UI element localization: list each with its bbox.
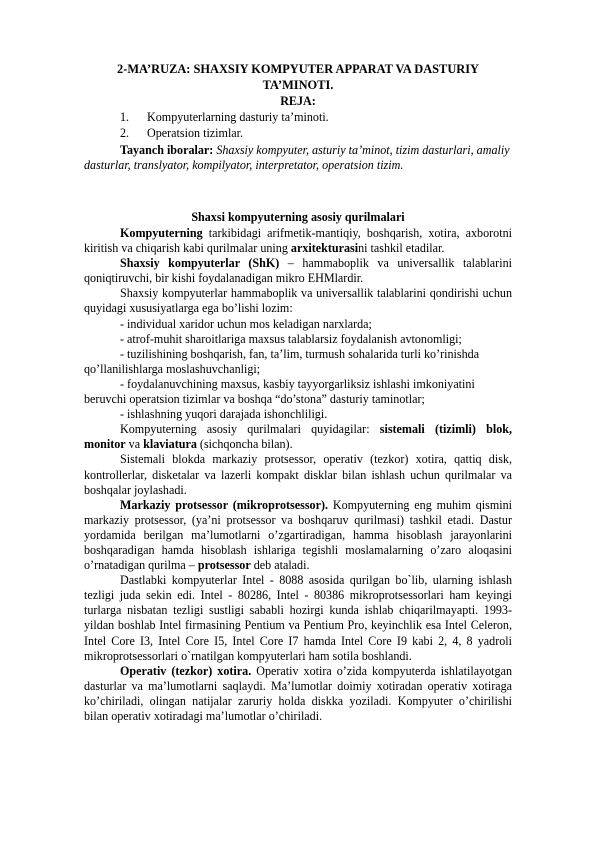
keywords-text: Shaxsiy kompyuter, asturiy ta’minot, tizim dasturlari, amaliy dasturlar, translyator, kompilyator, interpretator, operatsion tizim. bbox=[84, 143, 510, 173]
list-item: - tuzilishining boshqarish, fan, ta’lim, turmush sohalarida turli ko’rinishda qo’llanilishlarga moslashuvchanligi; bbox=[84, 346, 480, 376]
plan-heading: REJA: bbox=[280, 94, 316, 108]
page-title: 2-MA’RUZA: SHAXSIY KOMPYUTER APPARAT VA DASTURIY TA’MINOTI. bbox=[117, 62, 479, 92]
plan-item bbox=[120, 126, 243, 141]
paragraph: Shaxsiy kompyuterlar hammaboplik va universallik talablarini qondirishi uchun quyidagi xususiyatlarga ega bo’lishi lozim: bbox=[84, 286, 512, 316]
paragraph: Kompyuterning tarkibidagi arifmetik-mantiqiy, boshqarish, xotira, axborotni kiritish va chiqarish kabi qurilmalar uning arxitekturasini tashkil etadilar. bbox=[84, 226, 512, 256]
paragraph: Operativ (tezkor) xotira. Operativ xotira o’zida kompyuterda ishlatilayotgan dasturlar va ma’lumotlarni saqlaydi. Ma’lumotlar doimiy xotiradan operativ xotiraga ko’chiriladi, olingan natijalar zaruriy holda diskka yoziladi. Kompyuter o’chirilishi bilan operativ xotiradagi ma’lumotlar o’chiriladi. bbox=[84, 663, 512, 723]
list-item: - individual xaridor uchun mos keladigan narxlarda; bbox=[120, 316, 372, 331]
section-heading: Shaxsi kompyuterning asosiy qurilmalari bbox=[191, 210, 405, 224]
plan-item-number: 1. bbox=[120, 110, 130, 124]
plan-item-number: 2. bbox=[120, 126, 130, 140]
section-body bbox=[84, 226, 512, 724]
paragraph: Sistemali blokda markaziy protsessor, operativ (tezkor) xotira, qattiq disk, kontrollerlar, disketalar va lazerli kompakt disklar bilan ishlash uchun qurilmalar va boshqalar joylashadi. bbox=[84, 452, 512, 497]
paragraph: Shaxsiy kompyuterlar (ShK) – hammaboplik va universallik talablarini qoniqtiruvchi, bir kishi foydalanadigan mikro EHMlardir. bbox=[84, 256, 512, 286]
list-item: - foydalanuvchining maxsus, kasbiy tayyorgarliksiz ishlashi imkoniyatini beruvchi operatsion tizimlar va boshqa “do’stona” dasturiy taminotlar; bbox=[84, 376, 475, 407]
keywords-block bbox=[84, 143, 512, 173]
paragraph: Dastlabki kompyuterlar Intel - 8088 asosida qurilgan bo`lib, ularning ishlash tezligi juda sekin edi. Intel - 80286, Intel - 80386 mikroprotsessorlari ham keyingi turlarga nisbatan tezligi sustligi sababli hozirgi kunda ishlab chiqarilmayapti. 1993-yildan boshlab Intel firmasining Pentium va Pentium Pro, keyinchlik esa Intel Celeron, Intel Core I3, Intel Core I5, Intel Core I7 hamda Intel Core I9 kabi 2, 4, 8 yadroli mikroprotsessorlari o`rnatilgan kompyuterlari ham sotila boshlandi. bbox=[84, 573, 512, 663]
list-item: - atrof-muhit sharoitlariga maxsus talablarsiz foydalanish avtonomligi; bbox=[120, 331, 462, 346]
paragraph: Kompyuterning asosiy qurilmalari quyidagilar: sistemali (tizimli) blok, monitor va klaviatura (sichqoncha bilan). bbox=[84, 422, 512, 452]
plan-item-text: Operatsion tizimlar. bbox=[147, 126, 244, 140]
keywords-label: Tayanch iboralar: bbox=[120, 143, 214, 157]
plan-item-text: Kompyuterlarning dasturiy ta’minoti. bbox=[147, 110, 329, 124]
plan-item bbox=[120, 110, 329, 125]
paragraph: Markaziy protsessor (mikroprotsessor). Kompyuterning eng muhim qismini markaziy protsessor, (ya’ni protsessor va boshqaruv qurilmasi) tashkil etadi. Dastur yordamida berilgan ma’lumotlarni o’zgartiradigan, hamma hisoblash jarayonlarini boshqaradigan hamda hisoblash ishlariga tegishli moslamalarning o’zaro aloqasini o’rnatadigan qurilma – protsessor deb ataladi. bbox=[84, 497, 512, 573]
list-item: - ishlashning yuqori darajada ishonchliligi. bbox=[120, 407, 328, 422]
